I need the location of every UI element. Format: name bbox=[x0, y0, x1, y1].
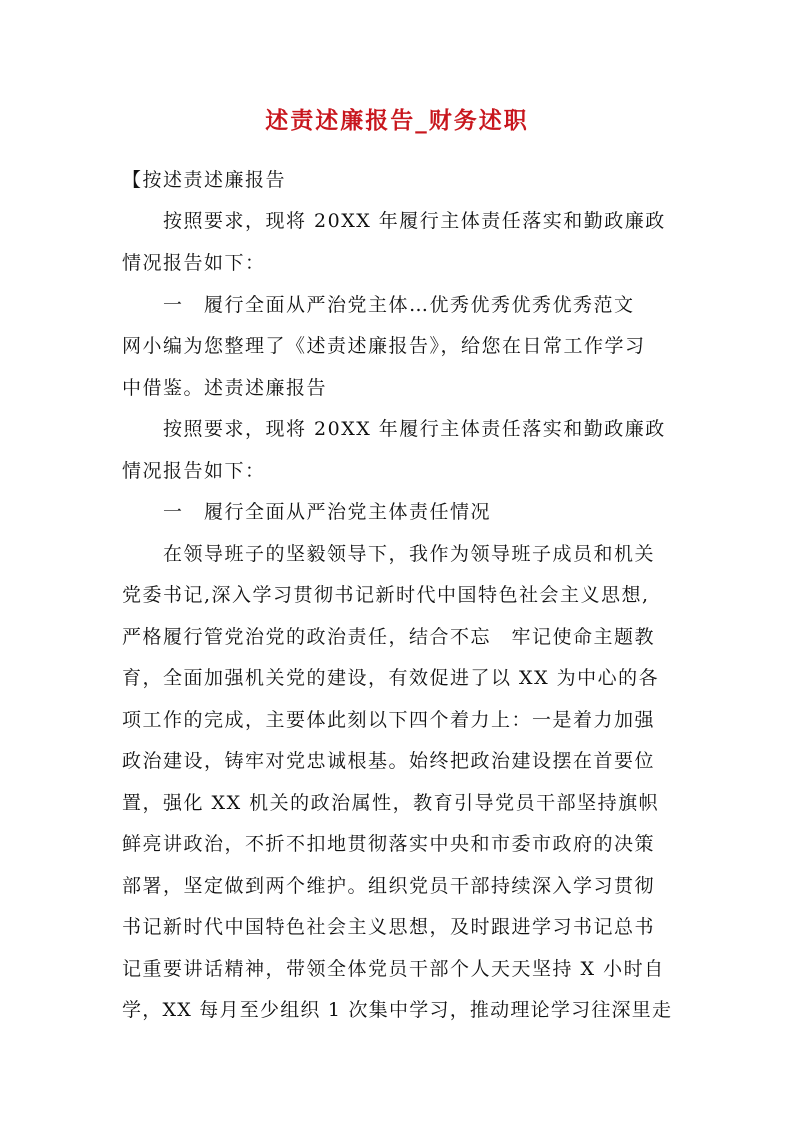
text-line: 党委书记,深入学习贯彻书记新时代中国特色社会主义思想, bbox=[122, 584, 650, 606]
text-line: 在领导班子的坚毅领导下，我作为领导班子成员和机关 bbox=[163, 543, 656, 565]
text-line: 一 履行全面从严治党主体…优秀优秀优秀优秀范文 bbox=[163, 294, 635, 316]
text-line: 学，XX 每月至少组织 1 次集中学习，推动理论学习往深里走 bbox=[122, 999, 673, 1021]
text-line: 育，全面加强机关党的建设，有效促进了以 XX 为中心的各 bbox=[122, 667, 660, 689]
text-line: 按照要求，现将 20XX 年履行主体责任落实和勤政廉政 bbox=[163, 210, 666, 232]
text-line: 按照要求，现将 20XX 年履行主体责任落实和勤政廉政 bbox=[163, 418, 666, 440]
text-line: 一 履行全面从严治党主体责任情况 bbox=[163, 501, 492, 523]
text-line: 项工作的完成，主要体此刻以下四个着力上：一是着力加强 bbox=[122, 709, 656, 731]
text-line: 记重要讲话精神，带领全体党员干部个人天天坚持 X 小时自 bbox=[122, 958, 665, 980]
text-line: 严格履行管党治党的政治责任，结合不忘 牢记使命主题教 bbox=[122, 626, 656, 648]
text-line: 情况报告如下： bbox=[122, 460, 266, 482]
text-line: 情况报告如下： bbox=[122, 252, 266, 274]
text-line: 政治建设，铸牢对党忠诚根基。始终把政治建设摆在首要位 bbox=[122, 750, 656, 772]
text-line: 部署，坚定做到两个维护。组织党员干部持续深入学习贯彻 bbox=[122, 875, 656, 897]
text-line: 中借鉴。述责述廉报告 bbox=[122, 377, 328, 399]
text-line: 置，强化 XX 机关的政治属性，教育引导党员干部坚持旗帜 bbox=[122, 792, 660, 814]
document-title: 述责述廉报告_财务述职 bbox=[265, 107, 529, 134]
text-line: 【按述责述廉报告 bbox=[122, 169, 287, 191]
text-line: 书记新时代中国特色社会主义思想，及时跟进学习书记总书 bbox=[122, 916, 656, 938]
text-line: 鲜亮讲政治，不折不扣地贯彻落实中央和市委市政府的决策 bbox=[122, 833, 656, 855]
text-line: 网小编为您整理了《述责述廉报告》，给您在日常工作学习 bbox=[122, 335, 646, 357]
